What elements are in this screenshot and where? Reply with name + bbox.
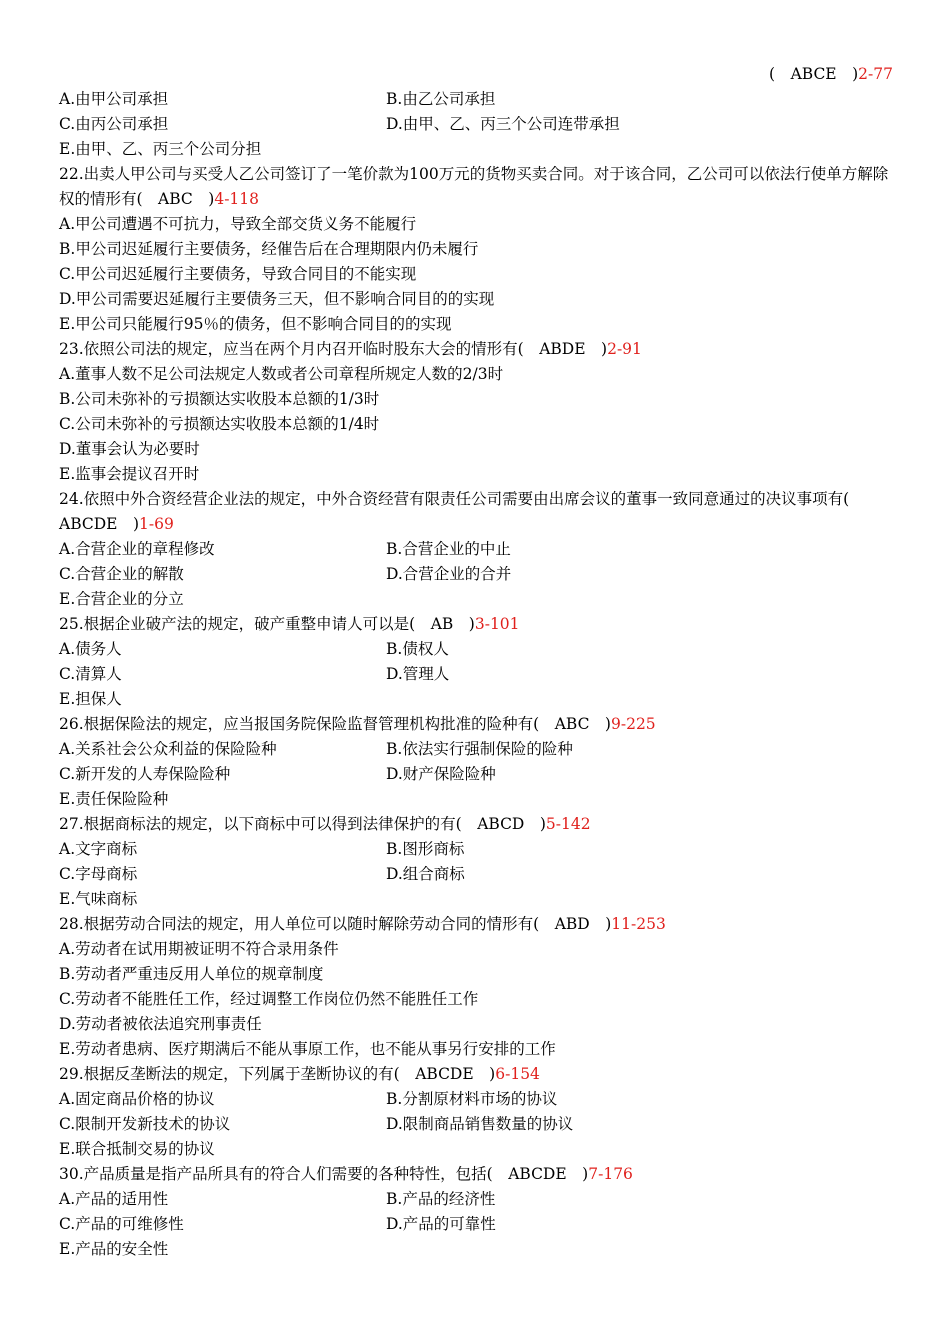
option-row	[59, 87, 893, 112]
page-ref: 1-69	[139, 515, 174, 533]
option-c: C.限制开发新技术的协议	[59, 1115, 231, 1133]
page-ref: 4-118	[214, 190, 260, 208]
option-a: A.关系社会公众利益的保险险种	[59, 740, 277, 758]
option-d: D.限制商品销售数量的协议	[386, 1115, 574, 1133]
option-c: C.新开发的人寿保险险种	[59, 765, 231, 783]
option-d: D.财产保险险种	[386, 765, 496, 783]
option-a: A.债务人	[59, 640, 122, 658]
option-row	[59, 112, 893, 137]
option-d: D.劳动者被依法追究刑事责任	[59, 1015, 262, 1033]
option-row	[59, 637, 893, 662]
option-row	[59, 562, 893, 587]
option-a: A.固定商品价格的协议	[59, 1090, 215, 1108]
option-a: A.由甲公司承担	[59, 90, 169, 108]
page-ref: 9-225	[610, 715, 656, 733]
option-d: D.合营企业的合并	[386, 565, 512, 583]
option-row	[59, 1112, 893, 1137]
option-c: C.劳动者不能胜任工作，经过调整工作岗位仍然不能胜任工作	[59, 990, 479, 1008]
question-stem: 23.依照公司法的规定，应当在两个月内召开临时股东大会的情形有( ABDE )	[59, 340, 608, 358]
option-d: D.董事会认为必要时	[59, 440, 200, 458]
page-ref: 5-142	[545, 815, 591, 833]
question-stem: 26.根据保险法的规定，应当报国务院保险监督管理机构批准的险种有( ABC )	[59, 715, 611, 733]
question-27	[59, 812, 893, 837]
question-stem: 30.产品质量是指产品所具有的符合人们需要的各种特性，包括( ABCDE )	[59, 1165, 589, 1183]
option-a: A.文字商标	[59, 840, 138, 858]
option-row	[59, 737, 893, 762]
option-e: E.联合抵制交易的协议	[59, 1140, 215, 1158]
option-d: D.甲公司需要迟延履行主要债务三天，但不影响合同目的的实现	[59, 290, 495, 308]
question-stem: 28.根据劳动合同法的规定，用人单位可以随时解除劳动合同的情形有( ABD )	[59, 915, 612, 933]
option-b: B.依法实行强制保险的险种	[386, 740, 573, 758]
option-c: C.公司未弥补的亏损额达实收股本总额的1/4时	[59, 415, 380, 433]
option-b: B.产品的经济性	[386, 1190, 496, 1208]
option-d: D.产品的可靠性	[386, 1215, 496, 1233]
option-a: A.劳动者在试用期被证明不符合录用条件	[59, 940, 339, 958]
option-d: D.由甲、乙、丙三个公司连带承担	[386, 115, 620, 133]
option-row	[59, 537, 893, 562]
question-stem: 27.根据商标法的规定，以下商标中可以得到法律保护的有( ABCD )	[59, 815, 546, 833]
page-ref: 2-77	[858, 65, 893, 83]
option-c: C.产品的可维修性	[59, 1215, 184, 1233]
option-d: D.管理人	[386, 665, 450, 683]
page-ref: 7-176	[588, 1165, 633, 1183]
option-b: B.公司未弥补的亏损额达实收股本总额的1/3时	[59, 390, 380, 408]
option-c: C.清算人	[59, 665, 122, 683]
question-stem: 22.出卖人甲公司与买受人乙公司签订了一笔价款为100万元的货物买卖合同。对于该合同，乙公司可以依法行使单方解除权的情形有( ABC )	[59, 165, 889, 208]
option-row	[59, 1187, 893, 1212]
question-30	[59, 1162, 893, 1187]
option-e: E.劳动者患病、医疗期满后不能从事原工作，也不能从事另行安排的工作	[59, 1040, 556, 1058]
question-22	[59, 162, 893, 212]
option-c: C.甲公司迟延履行主要债务，导致合同目的不能实现	[59, 265, 417, 283]
option-row	[59, 1212, 893, 1237]
question-stem: 25.根据企业破产法的规定，破产重整申请人可以是( AB )	[59, 615, 475, 633]
question-stem: 24.依照中外合资经营企业法的规定，中外合资经营有限责任公司需要由出席会议的董事一致同意通过的决议事项有( ABCDE )	[59, 490, 865, 533]
option-b: B.分割原材料市场的协议	[386, 1090, 558, 1108]
question-26	[59, 712, 893, 737]
page-ref: 6-154	[495, 1065, 540, 1083]
option-b: B.图形商标	[386, 840, 465, 858]
option-a: A.合营企业的章程修改	[59, 540, 215, 558]
question-25	[59, 612, 893, 637]
option-e: E.甲公司只能履行95％的债务，但不影响合同目的的实现	[59, 315, 452, 333]
option-c: C.字母商标	[59, 865, 138, 883]
option-a: A.甲公司遭遇不可抗力，导致全部交货义务不能履行	[59, 215, 417, 233]
option-row	[59, 862, 893, 887]
option-b: B.由乙公司承担	[386, 90, 496, 108]
option-row	[59, 1087, 893, 1112]
option-e: E.产品的安全性	[59, 1240, 169, 1258]
option-e: E.气味商标	[59, 890, 138, 908]
question-28	[59, 912, 893, 937]
question-24	[59, 487, 893, 537]
option-c: C.合营企业的解散	[59, 565, 184, 583]
option-row	[59, 662, 893, 687]
question-29	[59, 1062, 893, 1087]
option-row	[59, 837, 893, 862]
option-b: B.甲公司迟延履行主要债务，经催告后在合理期限内仍未履行	[59, 240, 479, 258]
page-ref: 11-253	[611, 915, 666, 933]
question-23	[59, 337, 893, 362]
question-stem: 29.根据反垄断法的规定，下列属于垄断协议的有( ABCDE )	[59, 1065, 496, 1083]
option-row	[59, 762, 893, 787]
page-ref: 2-91	[607, 340, 642, 358]
option-e: E.担保人	[59, 690, 122, 708]
option-e: E.合营企业的分立	[59, 590, 184, 608]
option-a: A.产品的适用性	[59, 1190, 169, 1208]
option-c: C.由丙公司承担	[59, 115, 169, 133]
document-page	[59, 62, 893, 1262]
option-b: B.劳动者严重违反用人单位的规章制度	[59, 965, 324, 983]
option-a: A.董事人数不足公司法规定人数或者公司章程所规定人数的2/3时	[59, 365, 504, 383]
page-ref: 3-101	[474, 615, 520, 633]
option-e: E.责任保险险种	[59, 790, 169, 808]
answer-text: ( ABCE )	[769, 65, 859, 83]
option-e: E.由甲、乙、丙三个公司分担	[59, 140, 262, 158]
option-b: B.债权人	[386, 640, 449, 658]
option-b: B.合营企业的中止	[386, 540, 511, 558]
option-d: D.组合商标	[386, 865, 465, 883]
option-e: E.监事会提议召开时	[59, 465, 200, 483]
answer-line-q21	[59, 62, 893, 87]
